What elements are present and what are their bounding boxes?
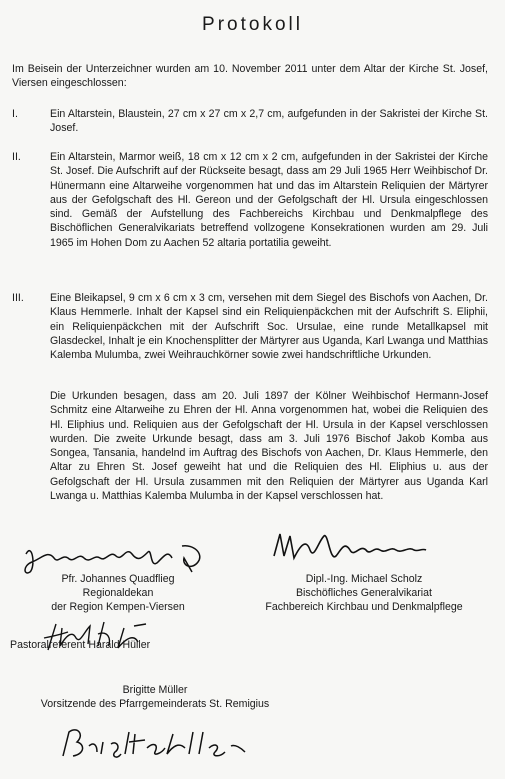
list-item-number: II. — [12, 151, 21, 163]
list-item-text: Eine Bleikapsel, 9 cm x 6 cm x 3 cm, versehen mit dem Siegel des Bischofs von Aachen, Dr. Klaus Hemmerle. Inhalt der Kapsel sind ein Reliquienpäckchen mit der Aufschrift S. Eliphii, ein Reliquienpäckchen mit der Aufschrift Soc. Ursulae, eine runde Metallkapsel mit Glasdeckel, Inhalt je ein Knochensplitter der Märtyrer aus Uganda, Karl Lwanga und Matthias Kalemba Mulumba, zwei Weihrauchkörner sowie zwei handschriftliche Urkunden. — [50, 292, 488, 362]
list-item-number: I. — [12, 108, 18, 120]
signatory-right-title: Bischöfliches Generalvikariat — [295, 587, 432, 600]
signatory-right — [240, 572, 488, 615]
urkunden-paragraph: Die Urkunden besagen, dass am 20. Juli 1897 der Kölner Weihbischof Hermann-Josef Schmitz eine Altarweihe zu Ehren der Hl. Anna vorgenommen hat, wobei die Reliquien des Hl. Eliphius und. Reliquien aus der Gefolgschaft der Hl. Ursula in der Kapsel verschlossen wurden. Die zweite Urkunde besagt, dass am 3. Juli 1976 Bischof Jakob Komba aus Songea, Tansania, handelnd im Auftrag des Bischofs von Aachen, Dr. Klaus Hemmerle, den Altar zu Ehren St. Josef geweiht hat und die Reliquien des Hl. Eliphius u. aus der Gefolgschaft der Hl. Ursula zusammen mit den Reliquien der Märtyrer aus Uganda Karl Lwanga u. Matthias Kalemba Mulumba in der Kapsel verschlossen hat. — [50, 390, 488, 503]
signatory-left — [18, 572, 218, 615]
signatory-bottom-name: Brigitte Müller — [122, 684, 188, 696]
signatory-left-name: Pfr. Johannes Quadflieg — [61, 573, 175, 585]
signature-mueller — [55, 722, 255, 764]
signatory-pastoral — [10, 638, 210, 652]
signatory-left-region: der Region Kempen-Viersen — [51, 601, 185, 614]
signatory-pastoral-name: Pastoralreferent Harald Hüller — [10, 639, 151, 651]
signatory-left-title: Regionaldekan — [82, 587, 154, 600]
list-item-text: Ein Altarstein, Marmor weiß, 18 cm x 12 cm x 2 cm, aufgefunden in der Sakristei der Kirche St. Josef. Die Aufschrift auf der Rückseite besagt, dass am 29 Juli 1965 Herr Weihbischof Dr. Hünermann eine Altarweihe vorgenommen hat und das im Altarstein Reliquien der Märtyrer aus der Gefolgschaft des Hl. Gereon und der Gefolgschaft der Hl. Ursula eingeschlossen sind. Gemäß der Aufstellung des Fachbereichs Kirchbau und Denkmalpflege des Bischöflichen Generalvikariats betreffend vollzogene Konsekrationen wurden am 29. Juli 1965 im Hohen Dom zu Aachen 52 altaria portatilia geweiht. — [50, 151, 488, 249]
signatory-right-name: Dipl.-Ing. Michael Scholz — [305, 573, 423, 585]
signatory-bottom — [10, 683, 300, 711]
signatory-bottom-title: Vorsitzende des Pfarrgemeinderats St. Remigius — [40, 698, 270, 711]
signatory-right-department: Fachbereich Kirchbau und Denkmalpflege — [265, 601, 463, 614]
list-item-text: Ein Altarstein, Blaustein, 27 cm x 27 cm x 2,7 cm, aufgefunden in der Sakristei der Kirche St. Josef. — [50, 108, 488, 135]
signature-scholz — [270, 526, 430, 574]
list-item-number: III. — [12, 292, 24, 304]
intro-paragraph: Im Beisein der Unterzeichner wurden am 10. November 2011 unter dem Altar der Kirche St. Josef, Viersen eingeschlossen: — [12, 63, 488, 90]
document-title: Protokoll — [202, 14, 303, 35]
